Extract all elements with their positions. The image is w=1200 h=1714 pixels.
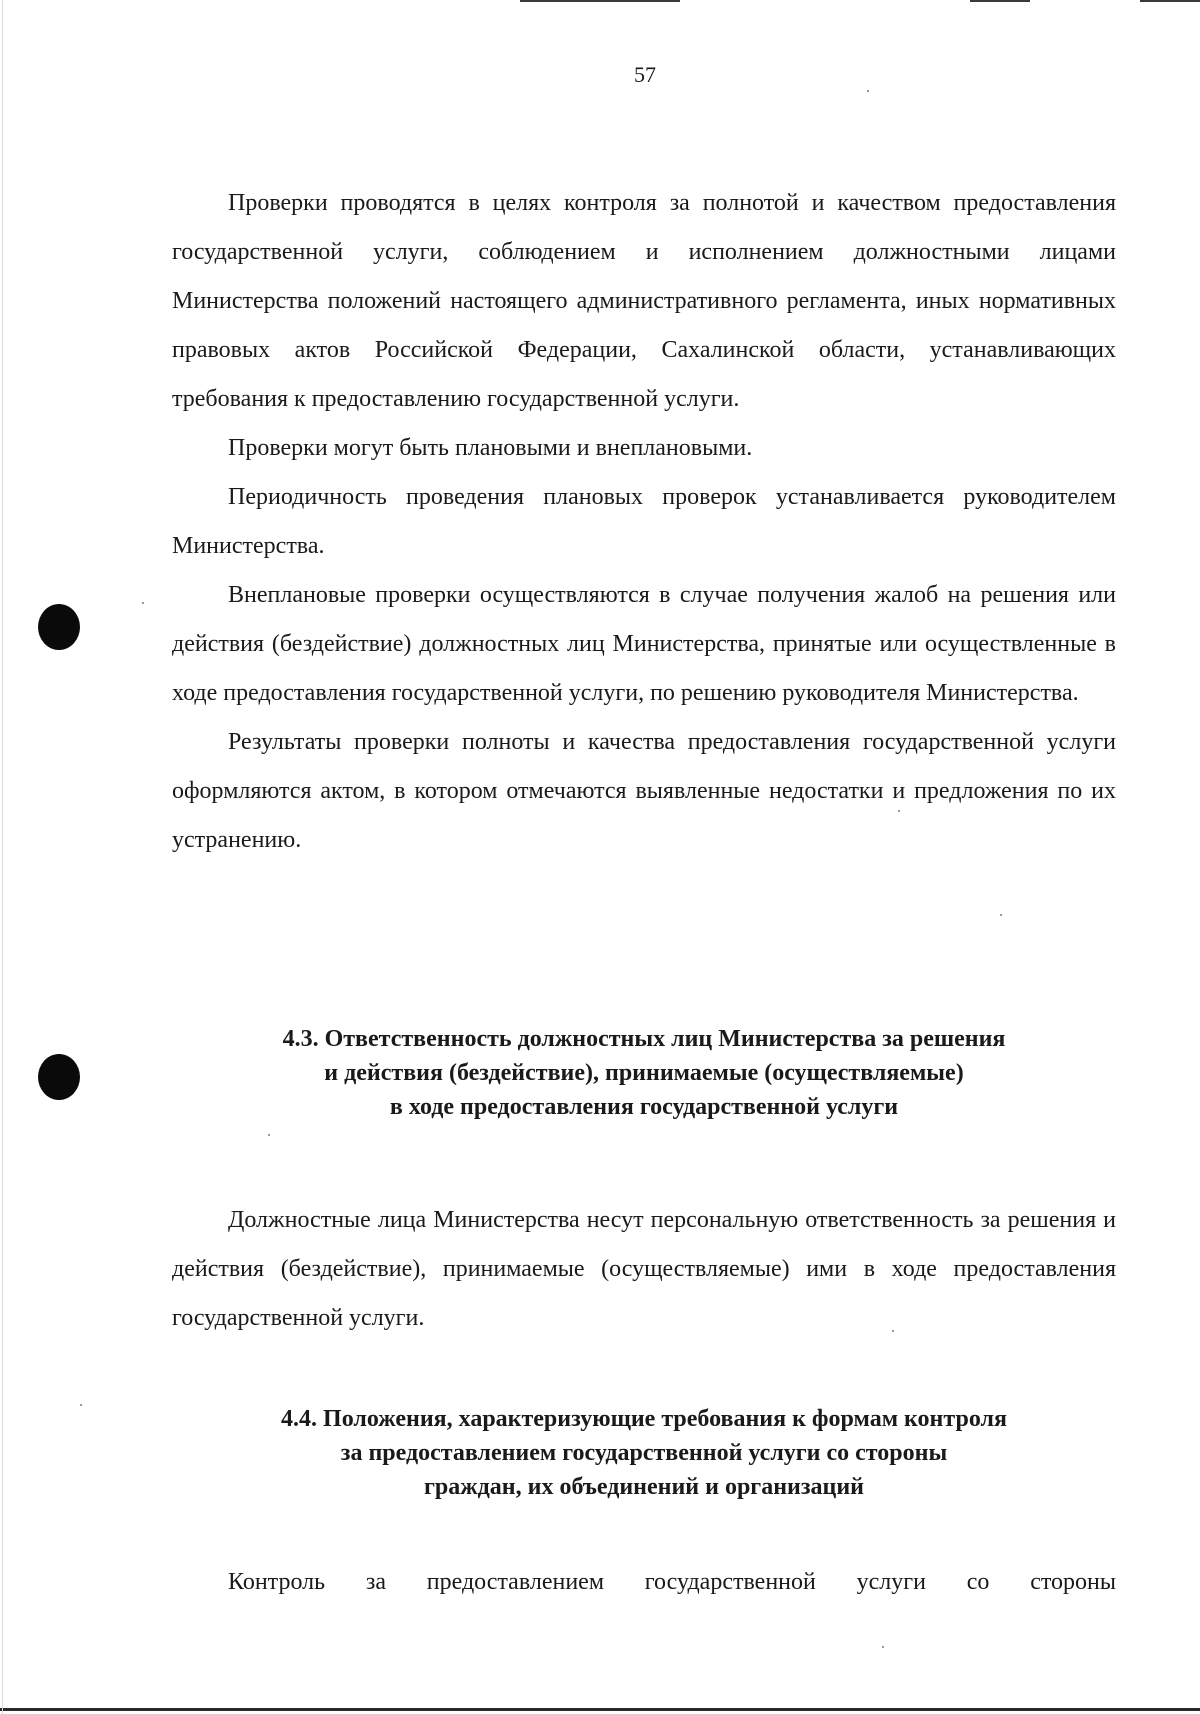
section-4-3-heading	[172, 1022, 1116, 1124]
paragraph: Контроль за предоставлением государственной услуги со стороны	[228, 1569, 1116, 1595]
scan-speck	[882, 1646, 884, 1648]
heading-line: и действия (бездействие), принимаемые (осуществляемые)	[324, 1060, 964, 1086]
paragraph: Внеплановые проверки осуществляются в случае получения жалоб на решения или действия (бездействие) должностных лиц Министерства, принятые или осуществленные в ходе предоставления государственной услуги, по решению руководителя Министерства.	[172, 582, 1116, 706]
heading-line: 4.4. Положения, характеризующие требования к формам контроля	[281, 1406, 1007, 1432]
scan-left-edge	[2, 0, 3, 1714]
scan-speck	[80, 1404, 82, 1406]
heading-line: за предоставлением государственной услуги со стороны	[340, 1440, 948, 1466]
paragraph: Периодичность проведения плановых проверок устанавливается руководителем Министерства.	[172, 484, 1116, 559]
paragraph: Проверки проводятся в целях контроля за полнотой и качеством предоставления государственной услуги, соблюдением и исполнением должностными лицами Министерства положений настоящего административного регламента, иных нормативных правовых актов Российской Федерации, Сахалинской области, устанавливающих требования к предоставлению государственной услуги.	[172, 190, 1116, 412]
heading-line: в ходе предоставления государственной услуги	[389, 1094, 899, 1120]
paragraph: Результаты проверки полноты и качества предоставления государственной услуги оформляются актом, в котором отмечаются выявленные недостатки и предложения по их устранению.	[172, 729, 1116, 853]
section-4-4-body	[172, 1558, 1116, 1607]
paragraph: Проверки могут быть плановыми и внеплановыми.	[228, 435, 753, 461]
binder-hole-icon	[38, 1054, 80, 1100]
scan-edge-mark	[970, 0, 1030, 2]
section-4-4-heading	[172, 1402, 1116, 1504]
scan-speck	[268, 1134, 270, 1136]
scan-speck	[1000, 914, 1002, 916]
paragraph: Должностные лица Министерства несут персональную ответственность за решения и действия (бездействие), принимаемые (осуществляемые) ими в ходе предоставления государственной услуги.	[172, 1207, 1116, 1331]
checks-paragraphs	[172, 179, 1116, 865]
page-number: 57	[634, 62, 656, 87]
scan-bottom-edge	[0, 1708, 1200, 1711]
binder-hole-icon	[38, 604, 80, 650]
scan-edge-mark	[1140, 0, 1200, 2]
heading-line: граждан, их объединений и организаций	[424, 1474, 864, 1500]
section-4-3-body	[172, 1196, 1116, 1343]
scan-edge-mark	[520, 0, 680, 2]
scan-speck	[867, 90, 869, 92]
scan-speck	[142, 602, 144, 604]
heading-line: 4.3. Ответственность должностных лиц Министерства за решения	[282, 1026, 1006, 1052]
